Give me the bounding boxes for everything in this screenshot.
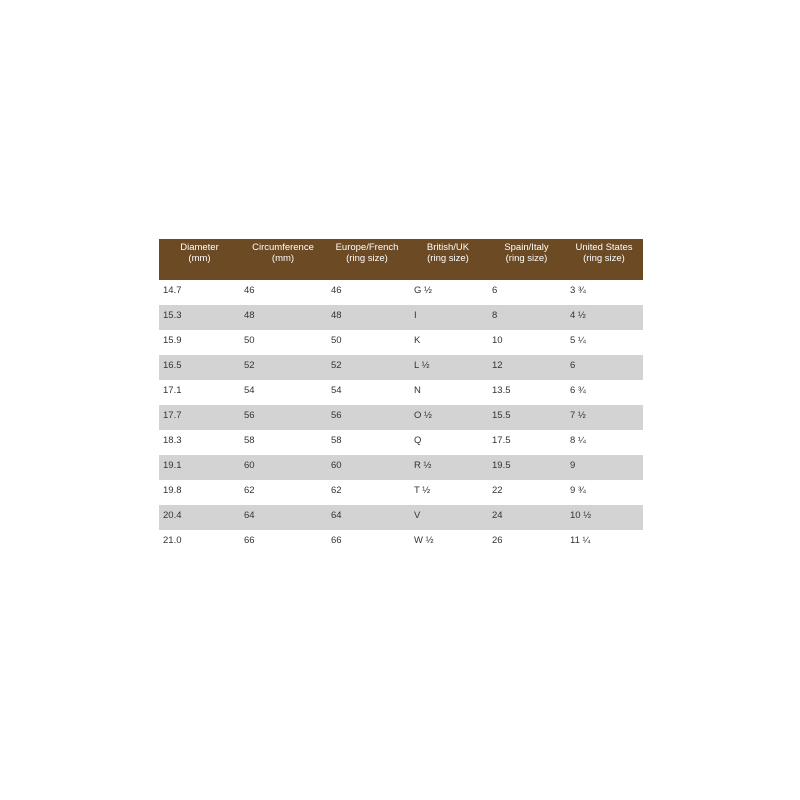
- column-header-line: Europe/French: [335, 242, 399, 253]
- cell-british-uk: R ½: [414, 460, 432, 471]
- column-header-unit: (ring size): [427, 253, 469, 264]
- table-row: [159, 480, 643, 505]
- cell-british-uk: T ½: [414, 485, 431, 496]
- cell-circumference: 46: [244, 285, 255, 296]
- cell-circumference: 62: [244, 485, 255, 496]
- cell-spain-italy: 22: [492, 485, 503, 496]
- table-row: [159, 330, 643, 355]
- cell-british-uk: G ½: [414, 285, 432, 296]
- cell-spain-italy: 13.5: [492, 385, 511, 396]
- column-header-line: Circumference: [252, 242, 314, 253]
- cell-british-uk: W ½: [414, 535, 434, 546]
- column-header-line: Spain/Italy: [504, 242, 549, 253]
- column-header-unit: (ring size): [583, 253, 625, 264]
- cell-europe-french: 60: [331, 460, 342, 471]
- cell-europe-french: 50: [331, 335, 342, 346]
- cell-diameter: 19.1: [163, 460, 182, 471]
- table-row: [159, 455, 643, 480]
- cell-spain-italy: 26: [492, 535, 503, 546]
- cell-circumference: 48: [244, 310, 255, 321]
- column-header-british-uk: [408, 239, 488, 280]
- cell-british-uk: I: [414, 310, 417, 321]
- cell-united-states: 11 ¼: [570, 535, 591, 546]
- cell-diameter: 21.0: [163, 535, 182, 546]
- cell-europe-french: 64: [331, 510, 342, 521]
- cell-united-states: 8 ¼: [570, 435, 586, 446]
- column-header-line: British/UK: [426, 242, 470, 253]
- cell-europe-french: 66: [331, 535, 342, 546]
- cell-circumference: 64: [244, 510, 255, 521]
- cell-diameter: 17.1: [163, 385, 182, 396]
- cell-diameter: 18.3: [163, 435, 182, 446]
- cell-british-uk: V: [414, 510, 421, 521]
- table-header: [159, 239, 643, 280]
- column-header-spain-italy: [488, 239, 565, 280]
- column-header-unit: (ring size): [505, 253, 548, 264]
- cell-diameter: 19.8: [163, 485, 182, 496]
- cell-united-states: 9: [570, 460, 576, 471]
- cell-diameter: 20.4: [163, 510, 182, 521]
- header-row: [159, 239, 643, 280]
- table-row: [159, 505, 643, 530]
- cell-british-uk: N: [414, 385, 421, 396]
- column-header-united-states: [565, 239, 643, 280]
- column-header-diameter: [159, 239, 240, 280]
- cell-europe-french: 48: [331, 310, 342, 321]
- cell-spain-italy: 6: [492, 285, 498, 296]
- column-header-line: United States: [575, 242, 633, 253]
- cell-circumference: 56: [244, 410, 255, 421]
- cell-united-states: 4 ½: [570, 310, 586, 321]
- cell-united-states: 7 ½: [570, 410, 586, 421]
- cell-diameter: 14.7: [163, 285, 182, 296]
- cell-united-states: 6 ¾: [570, 385, 586, 396]
- column-header-line: Diameter: [180, 242, 219, 253]
- cell-diameter: 17.7: [163, 410, 182, 421]
- cell-spain-italy: 24: [492, 510, 503, 521]
- cell-british-uk: O ½: [414, 410, 432, 421]
- cell-europe-french: 52: [331, 360, 342, 371]
- table-row: [159, 355, 643, 380]
- table-row: [159, 430, 643, 455]
- cell-united-states: 10 ½: [570, 510, 592, 521]
- cell-united-states: 3 ¾: [570, 285, 586, 296]
- cell-circumference: 66: [244, 535, 255, 546]
- cell-circumference: 52: [244, 360, 255, 371]
- cell-spain-italy: 19.5: [492, 460, 511, 471]
- cell-europe-french: 56: [331, 410, 342, 421]
- cell-circumference: 50: [244, 335, 255, 346]
- cell-diameter: 16.5: [163, 360, 182, 371]
- table-row: [159, 530, 643, 555]
- cell-spain-italy: 10: [492, 335, 503, 346]
- table-body: [159, 280, 643, 555]
- column-header-unit: (mm): [188, 253, 211, 264]
- column-header-circumference: [240, 239, 326, 280]
- cell-united-states: 5 ¼: [570, 335, 586, 346]
- cell-circumference: 54: [244, 385, 255, 396]
- cell-british-uk: Q: [414, 435, 422, 446]
- cell-spain-italy: 12: [492, 360, 503, 371]
- table-row: [159, 380, 643, 405]
- cell-british-uk: K: [414, 335, 421, 346]
- cell-united-states: 9 ¾: [570, 485, 586, 496]
- cell-circumference: 58: [244, 435, 255, 446]
- table-row: [159, 405, 643, 430]
- ring-size-table: [159, 239, 643, 555]
- cell-united-states: 6: [570, 360, 576, 371]
- column-header-europe-french: [326, 239, 408, 280]
- cell-diameter: 15.3: [163, 310, 182, 321]
- cell-europe-french: 62: [331, 485, 342, 496]
- column-header-unit: (ring size): [346, 253, 388, 264]
- cell-europe-french: 46: [331, 285, 342, 296]
- cell-diameter: 15.9: [163, 335, 182, 346]
- cell-british-uk: L ½: [414, 360, 430, 371]
- cell-europe-french: 58: [331, 435, 342, 446]
- cell-spain-italy: 17.5: [492, 435, 511, 446]
- cell-spain-italy: 8: [492, 310, 498, 321]
- cell-circumference: 60: [244, 460, 255, 471]
- table-row: [159, 280, 643, 305]
- table-row: [159, 305, 643, 330]
- cell-europe-french: 54: [331, 385, 342, 396]
- column-header-unit: (mm): [271, 253, 295, 264]
- cell-spain-italy: 15.5: [492, 410, 511, 421]
